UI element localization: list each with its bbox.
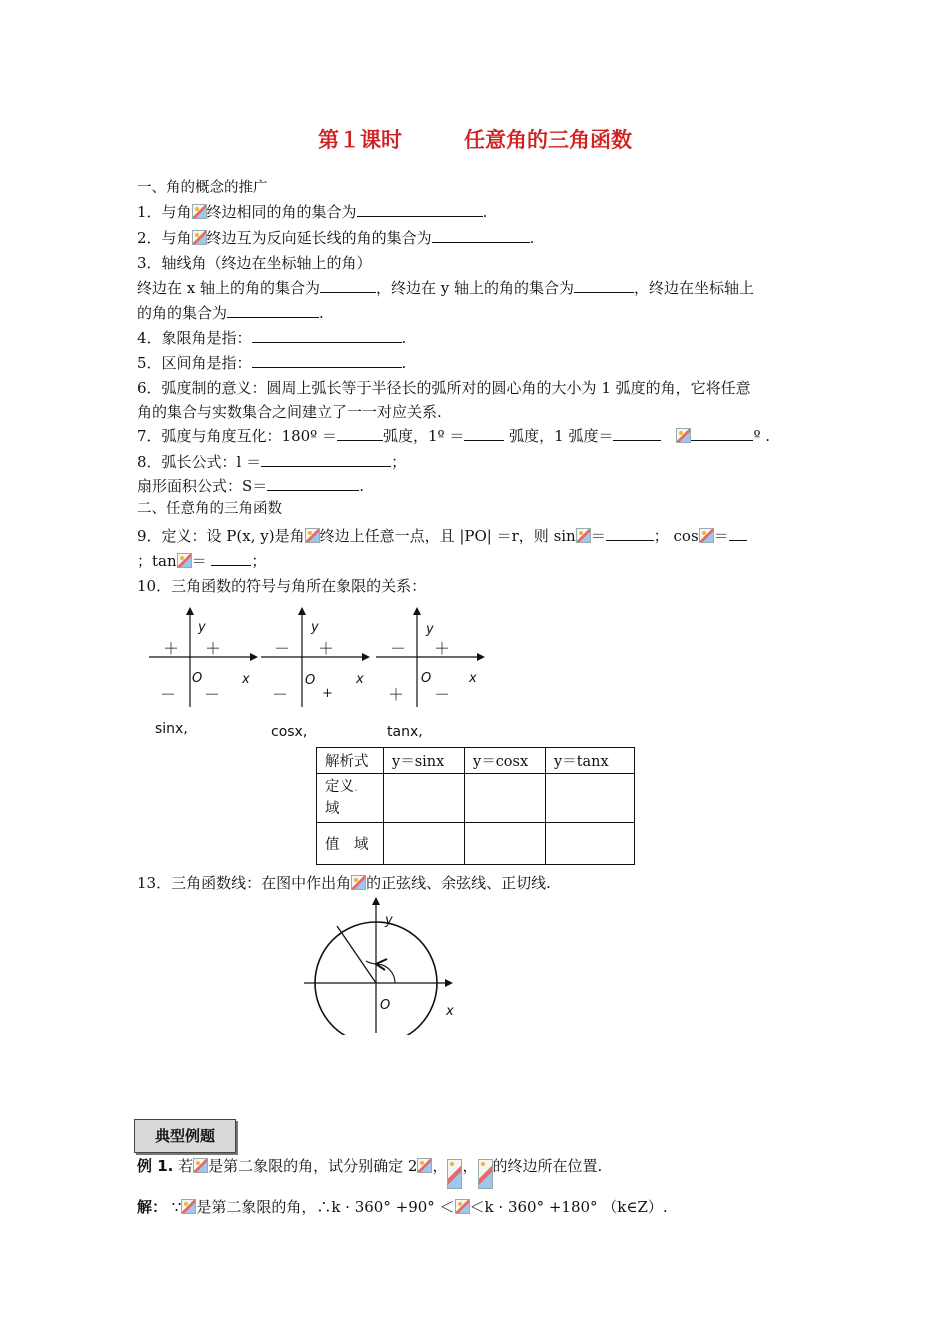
table-row [317, 748, 635, 774]
answer-blank[interactable] [357, 202, 483, 217]
item-3-line-2: 终边在 x 轴上的角的集合为 ，终边在 y 轴上的角的集合为 ，终边在坐标轴上 [137, 279, 755, 297]
sign-q3: ＋ [388, 685, 405, 704]
alpha-image-icon [699, 528, 714, 543]
sign-q1: ＋ [434, 639, 451, 658]
sector-area-formula: 扇形面积公式：S＝ . [137, 477, 365, 495]
sign-q2: － [390, 639, 407, 658]
item-5: 5．区间角是指： . [137, 354, 407, 372]
table-cell[interactable] [384, 774, 465, 823]
item-7: 7．弧度与角度互化：180º ＝ 弧度，1º ＝ 弧度，1 弧度＝ º . [137, 427, 771, 445]
table-cell[interactable] [465, 823, 546, 865]
origin-label: O [192, 671, 203, 686]
item-8: 8．弧长公式：l ＝ ； [137, 453, 407, 471]
tan-label: tanx, [387, 724, 423, 740]
alpha-image-icon [193, 1158, 208, 1173]
sign-q2: ＋ [163, 639, 180, 658]
example-1: 例 1. 若 是第二象限的角，试分别确定 2 ， ， 的终边所在位置. [137, 1156, 602, 1189]
sign-q4: － [204, 685, 221, 704]
table-row [317, 823, 635, 865]
table-header-cell: y＝sinx [384, 748, 465, 774]
alpha-image-icon [181, 1199, 196, 1214]
table-cell[interactable] [546, 823, 635, 865]
formula-image-icon [676, 428, 691, 443]
table-cell[interactable] [546, 774, 635, 823]
x-axis-label: x [242, 672, 250, 687]
answer-blank[interactable] [691, 426, 753, 441]
answer-blank[interactable] [267, 476, 359, 491]
x-axis-label: x [356, 672, 364, 687]
table-header-cell: y＝cosx [465, 748, 546, 774]
y-axis-label: y [426, 622, 434, 637]
sin-label: sinx, [155, 721, 188, 737]
answer-blank[interactable] [227, 303, 319, 318]
answer-blank[interactable] [729, 526, 747, 541]
item-10: 10．三角函数的符号与角所在象限的关系： [137, 577, 427, 595]
origin-label: O [305, 673, 316, 688]
table-header-cell: 解析式 [317, 748, 384, 774]
item-1: 1．与角 终边相同的角的集合为 . [137, 203, 488, 221]
x-axis-label: x [469, 671, 477, 686]
cos-label: cosx, [271, 724, 308, 740]
sign-q1: ＋ [205, 639, 222, 658]
table-row [317, 774, 635, 823]
item-3: 3．轴线角（终边在坐标轴上的角） [137, 254, 372, 272]
answer-blank[interactable] [252, 328, 402, 343]
answer-blank[interactable] [252, 353, 402, 368]
item-6-line-2: 角的集合与实数集合之间建立了一一对应关系. [137, 403, 442, 421]
item-3-line-3: 的角的集合为 . [137, 304, 324, 322]
answer-blank[interactable] [211, 551, 251, 566]
y-axis-label: y [311, 620, 319, 635]
sign-q3: － [272, 685, 289, 704]
answer-blank[interactable] [261, 452, 391, 467]
alpha-image-icon [455, 1199, 470, 1214]
alpha-image-icon [576, 528, 591, 543]
origin-label: O [380, 998, 391, 1013]
item-9: 9．定义：设 P(x, y)是角 终边上任意一点，且 |PO| ＝r，则 sin ＝ ； cos ＝ [137, 526, 747, 546]
origin-label: O [421, 671, 432, 686]
table-row-label: 定义. 域 [317, 774, 384, 823]
lesson-number: 第１课时 [318, 128, 402, 152]
page-title [0, 124, 950, 154]
y-axis-label: y [198, 620, 206, 635]
table-cell[interactable] [465, 774, 546, 823]
answer-blank[interactable] [613, 426, 661, 441]
table-cell[interactable] [384, 823, 465, 865]
sign-q2: － [274, 639, 291, 658]
section-heading-2: 二、任意角的三角函数 [137, 501, 282, 517]
sign-q4: + [322, 686, 333, 701]
table-row-label: 值 域 [317, 823, 384, 865]
sign-q4: － [434, 685, 451, 704]
answer-blank[interactable] [337, 426, 383, 441]
alpha-image-icon [177, 553, 192, 568]
alpha-image-icon [417, 1158, 432, 1173]
solution: 解： ∵ 是第二象限的角，∴k · 360° +90° ＜ ＜k · 360° +180° （k∈Z）. [137, 1198, 668, 1216]
sign-q1: ＋ [318, 639, 335, 658]
answer-blank[interactable] [606, 526, 654, 541]
answer-blank[interactable] [432, 228, 530, 243]
alpha-image-icon [192, 230, 207, 245]
fraction-image-icon [447, 1159, 462, 1189]
unit-circle-diagram [300, 895, 460, 1035]
typical-examples-badge: 典型例题 [134, 1119, 236, 1153]
answer-blank[interactable] [574, 278, 634, 293]
alpha-image-icon [305, 528, 320, 543]
item-2: 2．与角 终边互为反向延长线的角的集合为 . [137, 229, 535, 247]
alpha-image-icon [192, 204, 207, 219]
item-6: 6．弧度制的意义：圆周上弧长等于半径长的弧所对的圆心角的大小为 1 弧度的角，它将任意 [137, 379, 751, 397]
item-9-line-2: ；tan ＝ ； [137, 552, 267, 570]
lesson-topic: 任意角的三角函数 [464, 128, 632, 152]
x-axis-label: x [446, 1004, 454, 1019]
function-table [316, 747, 635, 865]
item-13: 13．三角函数线：在图中作出角 的正弦线、余弦线、正切线. [137, 874, 551, 892]
table-header-cell: y＝tanx [546, 748, 635, 774]
fraction-image-icon [478, 1159, 493, 1189]
item-4: 4．象限角是指： . [137, 329, 407, 347]
answer-blank[interactable] [320, 278, 376, 293]
sign-q3: － [160, 685, 177, 704]
y-axis-label: y [385, 913, 393, 928]
section-heading-1: 一、角的概念的推广 [137, 180, 268, 196]
answer-blank[interactable] [464, 426, 504, 441]
alpha-image-icon [351, 875, 366, 890]
